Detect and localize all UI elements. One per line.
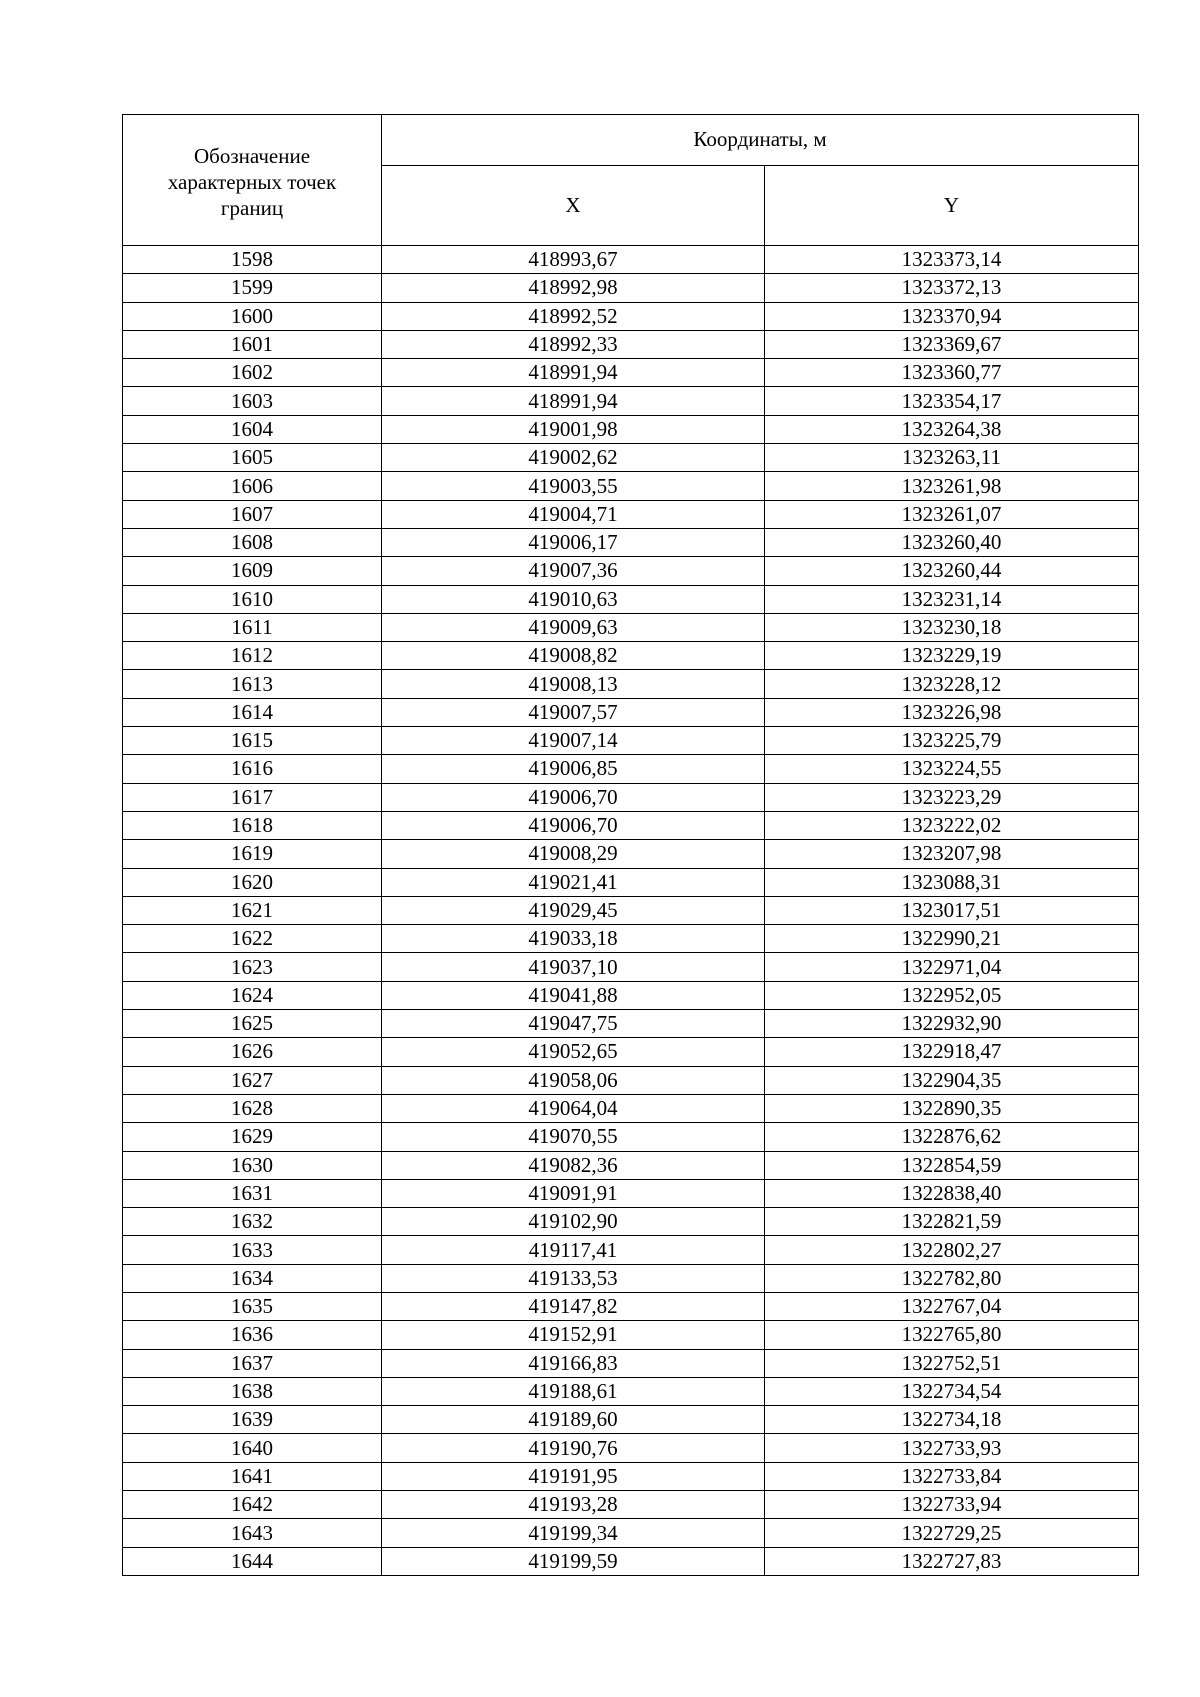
- table-row: [123, 1462, 1139, 1490]
- y-coordinate-cell: 1323228,12: [765, 670, 1139, 698]
- x-coordinate-cell: 419008,82: [382, 642, 765, 670]
- point-number-cell: 1624: [123, 981, 382, 1009]
- point-number-cell: 1620: [123, 868, 382, 896]
- x-coordinate-cell: 419152,91: [382, 1321, 765, 1349]
- point-number-cell: 1606: [123, 472, 382, 500]
- point-number-cell: 1623: [123, 953, 382, 981]
- x-coordinate-cell: 419091,91: [382, 1179, 765, 1207]
- point-number-cell: 1642: [123, 1491, 382, 1519]
- y-coordinate-cell: 1323264,38: [765, 415, 1139, 443]
- x-coordinate-cell: 419102,90: [382, 1208, 765, 1236]
- point-number-cell: 1639: [123, 1406, 382, 1434]
- x-coordinate-cell: 419008,13: [382, 670, 765, 698]
- table-row: [123, 642, 1139, 670]
- table-row: [123, 1434, 1139, 1462]
- point-number-cell: 1618: [123, 811, 382, 839]
- x-coordinate-cell: 419117,41: [382, 1236, 765, 1264]
- y-coordinate-cell: 1323369,67: [765, 330, 1139, 358]
- table-row: [123, 811, 1139, 839]
- point-number-cell: 1628: [123, 1094, 382, 1122]
- x-coordinate-cell: 419033,18: [382, 925, 765, 953]
- table-header: [123, 115, 1139, 246]
- y-coordinate-cell: 1323360,77: [765, 359, 1139, 387]
- table-row: [123, 1321, 1139, 1349]
- table-row: [123, 359, 1139, 387]
- table-row: [123, 1038, 1139, 1066]
- designation-header-line: характерных точек: [167, 170, 337, 194]
- designation-header-line: границ: [220, 196, 284, 220]
- point-number-cell: 1631: [123, 1179, 382, 1207]
- y-coordinate-cell: 1322733,84: [765, 1462, 1139, 1490]
- table-row: [123, 1292, 1139, 1320]
- y-coordinate-cell: 1322767,04: [765, 1292, 1139, 1320]
- x-coordinate-cell: 419008,29: [382, 840, 765, 868]
- point-number-cell: 1612: [123, 642, 382, 670]
- table-body: [123, 246, 1139, 1576]
- x-coordinate-cell: 419199,34: [382, 1519, 765, 1547]
- table-row: [123, 1236, 1139, 1264]
- x-coordinate-cell: 419010,63: [382, 585, 765, 613]
- x-coordinate-cell: 419191,95: [382, 1462, 765, 1490]
- point-number-cell: 1630: [123, 1151, 382, 1179]
- x-coordinate-cell: 419007,14: [382, 727, 765, 755]
- x-coordinate-cell: 419193,28: [382, 1491, 765, 1519]
- x-coordinate-cell: 418992,33: [382, 330, 765, 358]
- point-number-cell: 1617: [123, 783, 382, 811]
- point-number-cell: 1601: [123, 330, 382, 358]
- table-row: [123, 670, 1139, 698]
- table-row: [123, 1519, 1139, 1547]
- y-coordinate-cell: 1322821,59: [765, 1208, 1139, 1236]
- x-coordinate-cell: 419006,70: [382, 811, 765, 839]
- y-coordinate-cell: 1323263,11: [765, 444, 1139, 472]
- table-row: [123, 1123, 1139, 1151]
- point-number-cell: 1635: [123, 1292, 382, 1320]
- x-coordinate-cell: 418993,67: [382, 246, 765, 274]
- y-column-header: Y: [765, 165, 1139, 245]
- point-number-cell: 1602: [123, 359, 382, 387]
- table-row: [123, 1349, 1139, 1377]
- y-coordinate-cell: 1322733,94: [765, 1491, 1139, 1519]
- y-coordinate-cell: 1322918,47: [765, 1038, 1139, 1066]
- y-coordinate-cell: 1323224,55: [765, 755, 1139, 783]
- y-coordinate-cell: 1323231,14: [765, 585, 1139, 613]
- x-coordinate-cell: 419002,62: [382, 444, 765, 472]
- y-coordinate-cell: 1323229,19: [765, 642, 1139, 670]
- point-number-cell: 1641: [123, 1462, 382, 1490]
- y-coordinate-cell: 1322782,80: [765, 1264, 1139, 1292]
- y-coordinate-cell: 1322932,90: [765, 1010, 1139, 1038]
- point-number-cell: 1634: [123, 1264, 382, 1292]
- y-coordinate-cell: 1323017,51: [765, 896, 1139, 924]
- table-row: [123, 1377, 1139, 1405]
- point-number-cell: 1613: [123, 670, 382, 698]
- y-coordinate-cell: 1323260,40: [765, 528, 1139, 556]
- x-coordinate-cell: 419082,36: [382, 1151, 765, 1179]
- x-coordinate-cell: 418991,94: [382, 359, 765, 387]
- table-row: [123, 1547, 1139, 1575]
- x-coordinate-cell: 419188,61: [382, 1377, 765, 1405]
- point-number-cell: 1636: [123, 1321, 382, 1349]
- x-coordinate-cell: 418992,52: [382, 302, 765, 330]
- table-row: [123, 387, 1139, 415]
- x-coordinate-cell: 419037,10: [382, 953, 765, 981]
- point-number-cell: 1632: [123, 1208, 382, 1236]
- point-number-cell: 1619: [123, 840, 382, 868]
- x-coordinate-cell: 419009,63: [382, 613, 765, 641]
- point-number-cell: 1609: [123, 557, 382, 585]
- point-number-cell: 1599: [123, 274, 382, 302]
- x-coordinate-cell: 419004,71: [382, 500, 765, 528]
- table-row: [123, 274, 1139, 302]
- point-number-cell: 1616: [123, 755, 382, 783]
- y-coordinate-cell: 1322971,04: [765, 953, 1139, 981]
- x-coordinate-cell: 419029,45: [382, 896, 765, 924]
- x-coordinate-cell: 419021,41: [382, 868, 765, 896]
- table-row: [123, 953, 1139, 981]
- point-number-cell: 1611: [123, 613, 382, 641]
- table-row: [123, 1066, 1139, 1094]
- point-number-cell: 1605: [123, 444, 382, 472]
- table-row: [123, 981, 1139, 1009]
- y-coordinate-cell: 1322733,93: [765, 1434, 1139, 1462]
- y-coordinate-cell: 1322727,83: [765, 1547, 1139, 1575]
- table-row: [123, 1010, 1139, 1038]
- point-number-cell: 1614: [123, 698, 382, 726]
- point-number-cell: 1626: [123, 1038, 382, 1066]
- table-row: [123, 896, 1139, 924]
- point-number-cell: 1607: [123, 500, 382, 528]
- x-coordinate-cell: 419006,17: [382, 528, 765, 556]
- point-number-cell: 1625: [123, 1010, 382, 1038]
- y-coordinate-cell: 1323354,17: [765, 387, 1139, 415]
- point-number-cell: 1629: [123, 1123, 382, 1151]
- y-coordinate-cell: 1322752,51: [765, 1349, 1139, 1377]
- table-row: [123, 444, 1139, 472]
- point-number-cell: 1637: [123, 1349, 382, 1377]
- table-row: [123, 1151, 1139, 1179]
- x-coordinate-cell: 418992,98: [382, 274, 765, 302]
- table-row: [123, 528, 1139, 556]
- table-row: [123, 557, 1139, 585]
- table-row: [123, 1491, 1139, 1519]
- y-coordinate-cell: 1322952,05: [765, 981, 1139, 1009]
- x-coordinate-cell: 419064,04: [382, 1094, 765, 1122]
- point-number-cell: 1633: [123, 1236, 382, 1264]
- table-row: [123, 925, 1139, 953]
- y-coordinate-cell: 1323207,98: [765, 840, 1139, 868]
- x-coordinate-cell: 419052,65: [382, 1038, 765, 1066]
- y-coordinate-cell: 1322890,35: [765, 1094, 1139, 1122]
- y-coordinate-cell: 1322876,62: [765, 1123, 1139, 1151]
- table-row: [123, 1264, 1139, 1292]
- point-number-cell: 1610: [123, 585, 382, 613]
- coordinates-table: [122, 114, 1139, 1576]
- y-coordinate-cell: 1322802,27: [765, 1236, 1139, 1264]
- table-row: [123, 472, 1139, 500]
- x-coordinate-cell: 419166,83: [382, 1349, 765, 1377]
- point-number-cell: 1615: [123, 727, 382, 755]
- table-row: [123, 500, 1139, 528]
- point-number-cell: 1644: [123, 1547, 382, 1575]
- table-row: [123, 246, 1139, 274]
- table-row: [123, 585, 1139, 613]
- table-row: [123, 783, 1139, 811]
- point-number-cell: 1598: [123, 246, 382, 274]
- point-number-cell: 1600: [123, 302, 382, 330]
- y-coordinate-cell: 1322854,59: [765, 1151, 1139, 1179]
- y-coordinate-cell: 1322990,21: [765, 925, 1139, 953]
- y-coordinate-cell: 1323226,98: [765, 698, 1139, 726]
- y-coordinate-cell: 1322838,40: [765, 1179, 1139, 1207]
- x-coordinate-cell: 419041,88: [382, 981, 765, 1009]
- x-coordinate-cell: 419189,60: [382, 1406, 765, 1434]
- coordinates-header: Координаты, м: [382, 115, 1139, 166]
- y-coordinate-cell: 1323261,07: [765, 500, 1139, 528]
- table-row: [123, 1179, 1139, 1207]
- x-coordinate-cell: 419006,85: [382, 755, 765, 783]
- point-number-cell: 1640: [123, 1434, 382, 1462]
- table-row: [123, 868, 1139, 896]
- x-coordinate-cell: 419003,55: [382, 472, 765, 500]
- table-row: [123, 840, 1139, 868]
- point-number-cell: 1638: [123, 1377, 382, 1405]
- x-coordinate-cell: 419058,06: [382, 1066, 765, 1094]
- x-coordinate-cell: 419147,82: [382, 1292, 765, 1320]
- y-coordinate-cell: 1323223,29: [765, 783, 1139, 811]
- table-row: [123, 613, 1139, 641]
- x-coordinate-cell: 419190,76: [382, 1434, 765, 1462]
- table-row: [123, 415, 1139, 443]
- y-coordinate-cell: 1323225,79: [765, 727, 1139, 755]
- y-coordinate-cell: 1323372,13: [765, 274, 1139, 302]
- y-coordinate-cell: 1323260,44: [765, 557, 1139, 585]
- table-row: [123, 1094, 1139, 1122]
- table-row: [123, 1208, 1139, 1236]
- table-row: [123, 330, 1139, 358]
- point-number-cell: 1604: [123, 415, 382, 443]
- point-number-cell: 1608: [123, 528, 382, 556]
- point-number-cell: 1622: [123, 925, 382, 953]
- y-coordinate-cell: 1323261,98: [765, 472, 1139, 500]
- x-coordinate-cell: 419007,36: [382, 557, 765, 585]
- point-number-cell: 1621: [123, 896, 382, 924]
- y-coordinate-cell: 1323222,02: [765, 811, 1139, 839]
- x-coordinate-cell: 419001,98: [382, 415, 765, 443]
- table-row: [123, 698, 1139, 726]
- table-row: [123, 302, 1139, 330]
- y-coordinate-cell: 1323370,94: [765, 302, 1139, 330]
- x-column-header: X: [382, 165, 765, 245]
- x-coordinate-cell: 418991,94: [382, 387, 765, 415]
- x-coordinate-cell: 419133,53: [382, 1264, 765, 1292]
- point-number-cell: 1627: [123, 1066, 382, 1094]
- table-row: [123, 755, 1139, 783]
- y-coordinate-cell: 1322904,35: [765, 1066, 1139, 1094]
- x-coordinate-cell: 419006,70: [382, 783, 765, 811]
- x-coordinate-cell: 419199,59: [382, 1547, 765, 1575]
- y-coordinate-cell: 1323373,14: [765, 246, 1139, 274]
- x-coordinate-cell: 419070,55: [382, 1123, 765, 1151]
- y-coordinate-cell: 1323230,18: [765, 613, 1139, 641]
- x-coordinate-cell: 419007,57: [382, 698, 765, 726]
- y-coordinate-cell: 1322734,18: [765, 1406, 1139, 1434]
- table-row: [123, 727, 1139, 755]
- point-number-cell: 1643: [123, 1519, 382, 1547]
- designation-header: [123, 115, 382, 246]
- y-coordinate-cell: 1322765,80: [765, 1321, 1139, 1349]
- y-coordinate-cell: 1322729,25: [765, 1519, 1139, 1547]
- designation-header-line: Обозначение: [193, 144, 311, 168]
- table-row: [123, 1406, 1139, 1434]
- y-coordinate-cell: 1323088,31: [765, 868, 1139, 896]
- point-number-cell: 1603: [123, 387, 382, 415]
- x-coordinate-cell: 419047,75: [382, 1010, 765, 1038]
- y-coordinate-cell: 1322734,54: [765, 1377, 1139, 1405]
